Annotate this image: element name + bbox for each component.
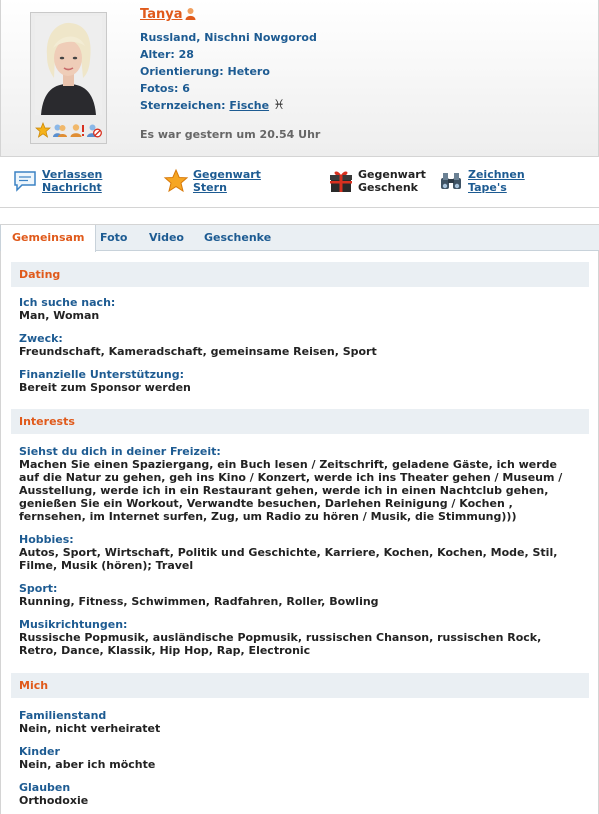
field-label: Sport: [19,582,58,595]
female-user-icon [184,7,197,20]
profile-photo[interactable] [35,16,102,115]
leave-message-button[interactable] [12,168,102,194]
give-gift-line2: Geschenk [358,181,418,194]
profile-age: Alter: 28 [140,48,194,61]
zodiac-link[interactable]: Fische [229,99,270,112]
field-value: Man, Woman [19,309,100,322]
profile-tabs [0,224,599,251]
tab-geschenke[interactable]: Geschenke [204,231,272,244]
field-value: Nein, nicht verheiratet [19,722,161,735]
field-label: Hobbies: [19,533,74,546]
field-value: Autos, Sport, Wirtschaft, Politik und Geschichte, Karriere, Kochen, Kochen, Mode, Stil, Filme, Musik (hören); Travel [19,546,558,572]
give-star-button[interactable] [163,168,261,194]
user-alert-icon[interactable] [69,122,85,138]
profile-photo-frame [30,12,107,144]
profile-name-link[interactable]: Tanya [140,7,183,22]
field-label: Finanzielle Unterstützung: [19,368,184,381]
profile-card [0,0,599,157]
gift-icon [328,168,354,194]
field-label: Siehst du dich in deiner Freizeit: [19,445,221,458]
give-gift-line1: Gegenwart [358,168,426,181]
leave-message-line2: Nachricht [42,181,102,194]
profile-status-icons [35,121,105,139]
field-value: Machen Sie einen Spaziergang, ein Buch lesen / Zeitschrift, geladene Gäste, ich werde auf die Natur zu gehen, geh ins Kino / Konzert, werde ich ins Theater gehen / Museum / Ausstellung, werde ich in ein Restaurant gehen, werde ich in einen Nachtclub gehen, genießen Sie ein Workout, Verwandte besuchen, Darlehen Reinigung / Kochen , fernsehen, im Internet surfen, Zug, um Radio zu hören / Musik, die Stimmung))) [19,458,563,523]
tab-foto[interactable]: Foto [100,231,128,244]
bookmark-tape-button[interactable] [438,168,525,194]
field-label: Familienstand [19,709,107,722]
zodiac-label: Sternzeichen: [140,99,230,112]
binoculars-icon [438,168,464,194]
profile-details [0,251,599,814]
field-value: Orthodoxie [19,794,89,807]
block-user-icon[interactable] [86,122,102,138]
field-value: Bereit zum Sponsor werden [19,381,191,394]
pisces-icon: ♓ [273,98,285,113]
field-value: Freundschaft, Kameradschaft, gemeinsame Reisen, Sport [19,345,377,358]
section-mich-header: Mich [11,673,589,698]
profile-actions-bar [0,160,599,208]
bookmark-tape-line2: Tape's [468,181,507,194]
star-rating-icon[interactable] [35,122,51,138]
last-seen-status: Es war gestern um 20.54 Uhr [140,128,321,141]
give-star-line2: Stern [193,181,227,194]
profile-photo-count: Fotos: 6 [140,82,190,95]
field-label: Kinder [19,745,60,758]
tab-video[interactable]: Video [149,231,184,244]
field-label: Ich suche nach: [19,296,116,309]
field-label: Glauben [19,781,71,794]
profile-orientation: Orientierung: Hetero [140,65,270,78]
profile-zodiac [140,98,285,113]
star-icon [163,168,189,194]
field-value: Russische Popmusik, ausländische Popmusik, russischen Chanson, russischen Rock, Retro, Dance, Klassik, Hip Hop, Rap, Electronic [19,631,542,657]
field-label: Musikrichtungen: [19,618,128,631]
section-interests-header: Interests [11,409,589,434]
give-star-line1: Gegenwart [193,168,261,181]
bookmark-tape-line1: Zeichnen [468,168,525,181]
give-gift-button[interactable] [328,168,426,194]
field-value: Nein, aber ich möchte [19,758,156,771]
speech-bubble-icon [12,168,38,194]
leave-message-line1: Verlassen [42,168,103,181]
field-value: Running, Fitness, Schwimmen, Radfahren, Roller, Bowling [19,595,379,608]
friends-icon[interactable] [52,122,68,138]
tab-gemeinsam[interactable]: Gemeinsam [0,225,96,252]
profile-location: Russland, Nischni Nowgorod [140,31,317,44]
field-label: Zweck: [19,332,63,345]
section-dating-header: Dating [11,262,589,287]
